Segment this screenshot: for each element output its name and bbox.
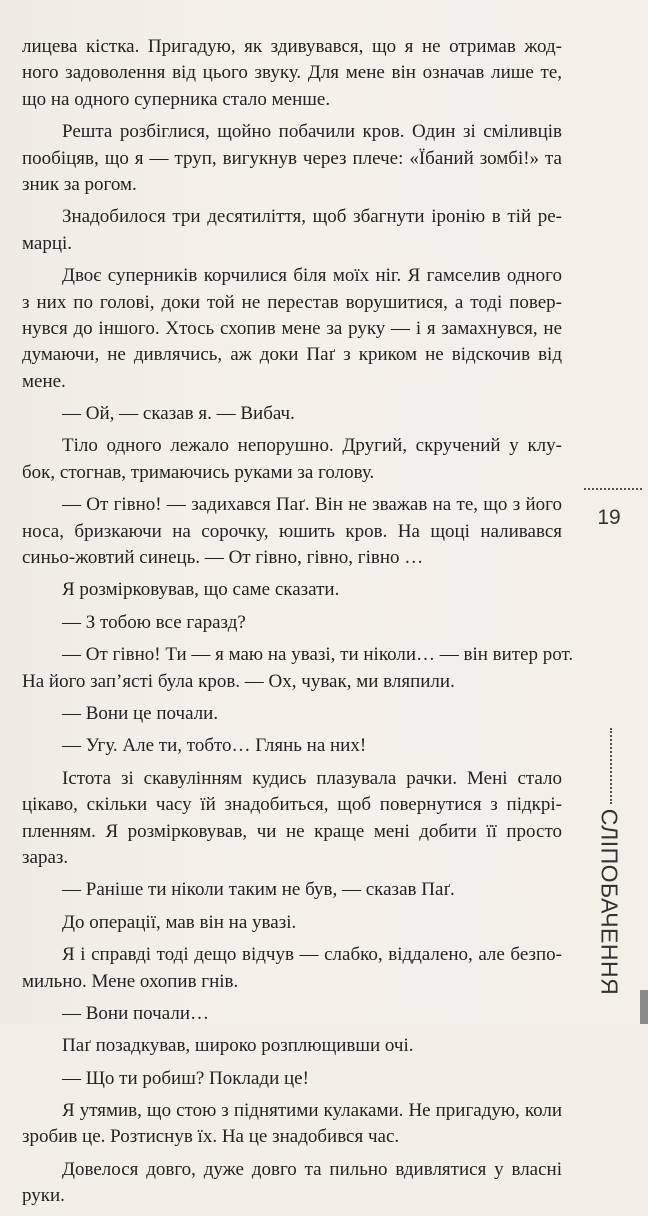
text-line: пообіцяв, що я — труп, вигукнув через плече: «Їбаний зомбі!» та [22, 147, 562, 169]
paragraph [22, 1157, 562, 1210]
paragraph [22, 492, 562, 571]
running-title-text: СЛІПОБАЧЕННЯ [596, 808, 623, 996]
text-line: руки. [22, 1185, 65, 1207]
paragraph [22, 1001, 562, 1027]
text-line: До операції, мав він на увазі. [62, 911, 297, 933]
text-line: — Вони почали… [62, 1002, 209, 1024]
text-line: Знадобилося три десятиліття, щоб збагнути іронію в тій ре- [62, 206, 562, 228]
text-line: синьо-жовтий синець. — От гівно, гівно, гівно … [22, 547, 424, 569]
text-line: — Ой, — сказав я. — Вибач. [62, 403, 295, 425]
text-line: — З тобою все гаразд? [62, 611, 246, 633]
paragraph [22, 733, 562, 759]
text-line: — Вони це почали. [62, 702, 219, 724]
paragraph [22, 577, 562, 603]
text-line: Двоє суперників корчилися біля моїх ніг. Я гамселив одного [62, 265, 562, 287]
text-line: Тіло одного лежало непорушно. Другий, скручений у клу- [62, 435, 562, 457]
paragraph [22, 119, 562, 198]
text-line: що на одного суперника стало менше. [22, 88, 331, 110]
text-line: Я розмірковував, що саме сказати. [62, 579, 340, 601]
body-text [22, 34, 574, 1216]
page-margin [578, 0, 648, 1024]
dotted-rule-vertical [610, 728, 612, 804]
text-line: — Угу. Але ти, тобто… Глянь на них! [62, 735, 367, 757]
paragraph [22, 433, 562, 486]
text-line: Я і справді тоді дещо відчув — слабко, віддалено, але безпо- [62, 944, 562, 966]
text-line: Істота зі скавулінням кудись плазувала рачки. Мені стало [62, 767, 562, 789]
text-line: носа, бризкаючи на сорочку, юшить кров. На щоці наливався [22, 520, 562, 542]
text-line: думаючи, не дивлячись, аж доки Паґ з криком не відскочив від [22, 344, 562, 366]
text-line: Довелося довго, дуже довго та пильно вдивлятися у власні [62, 1158, 562, 1180]
text-line: зробив це. Розтиснув їх. На це знадобився час. [22, 1126, 400, 1148]
text-line: мильно. Мене охопив гнів. [22, 970, 239, 992]
text-line: пленням. Я розмірковував, чи не краще мені добити її просто [22, 820, 562, 842]
paragraph [22, 263, 562, 395]
dotted-rule [584, 488, 642, 490]
running-title [578, 808, 640, 996]
page-number: 19 [597, 506, 621, 529]
text-line: — От гівно! Ти — я маю на увазі, ти ніколи… — він витер рот. [62, 644, 574, 666]
text-line: На його зап’ясті була кров. — Ох, чувак, ми вляпили. [22, 670, 455, 692]
text-line: — От гівно! — задихався Паґ. Він не зважав на те, що з його [62, 494, 562, 516]
text-line: лицева кістка. Пригадую, як здивувався, що я не отримав жод- [22, 36, 562, 57]
text-line: Паґ позадкував, широко розплющивши очі. [62, 1035, 414, 1057]
paragraph [22, 910, 562, 936]
paragraph [22, 1033, 562, 1059]
paragraph [22, 610, 562, 636]
text-line: нувся до іншого. Хтось схопив мене за руку — і я замахнувся, не [22, 317, 562, 339]
text-line: — Раніше ти ніколи таким не був, — сказав Паґ. [62, 879, 455, 901]
paragraph [22, 766, 562, 872]
text-line: зараз. [22, 846, 69, 868]
text-line: ного задоволення від цього звуку. Для мене він означав лише те, [22, 62, 562, 84]
page-edge [640, 990, 648, 1024]
text-line: Решта розбіглися, щойно побачили кров. Один зі сміливців [62, 121, 562, 143]
paragraph [22, 34, 562, 113]
paragraph [22, 1098, 562, 1151]
paragraph [22, 877, 562, 903]
text-line: бок, стогнав, тримаючись руками за голову. [22, 461, 375, 483]
text-line: марці. [22, 232, 73, 254]
text-line: — Що ти робиш? Поклади це! [62, 1067, 309, 1089]
paragraph [22, 204, 562, 257]
paragraph [22, 401, 562, 427]
paragraph [22, 942, 562, 995]
text-line: цікаво, скільки часу їй знадобиться, щоб повернутися з підкрі- [22, 794, 562, 816]
paragraph [22, 642, 574, 695]
text-line: мене. [22, 370, 66, 392]
text-line: з них по голові, доки той не перестав ворушитися, а тоді повер- [22, 291, 562, 313]
text-line: Я утямив, що стою з піднятими кулаками. Не пригадую, коли [62, 1100, 562, 1122]
text-line: зник за рогом. [22, 173, 137, 195]
paragraph [22, 1066, 562, 1092]
paragraph [22, 701, 562, 727]
